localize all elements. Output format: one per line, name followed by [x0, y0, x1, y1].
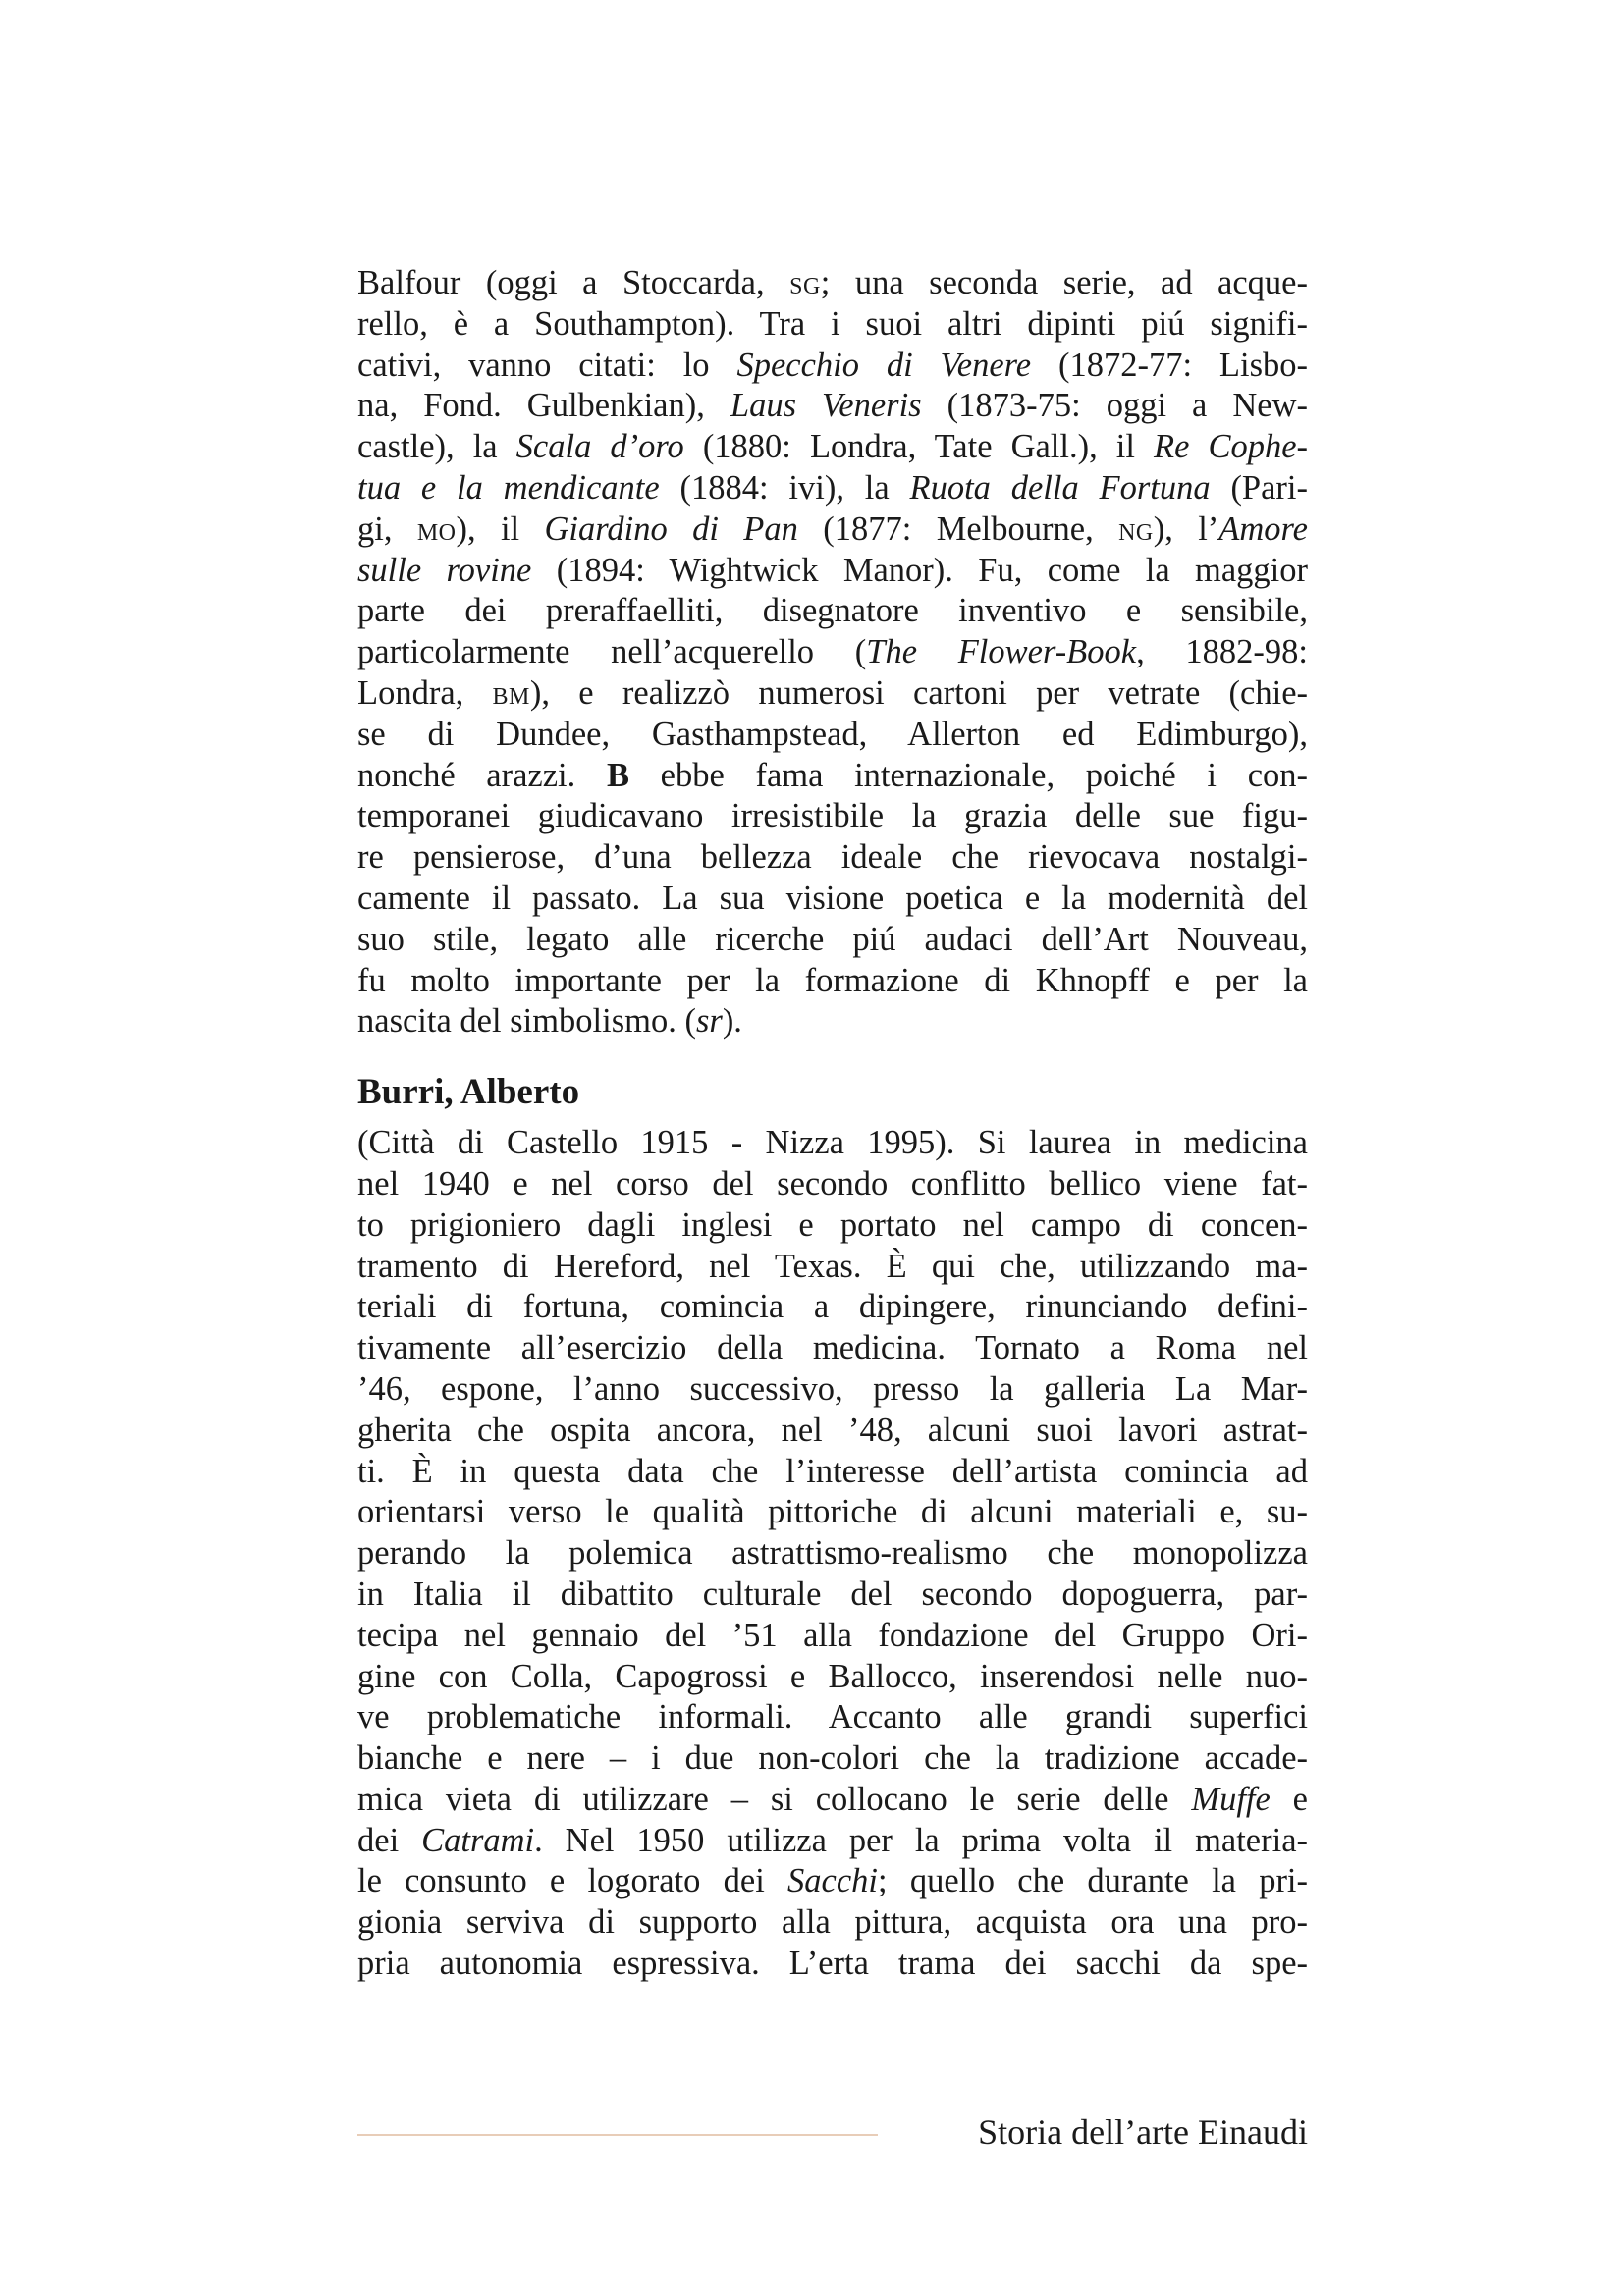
- text-line: tivamente all’esercizio della medicina. Tornato a Roma nel: [357, 1329, 1308, 1367]
- entry-continuation: [357, 263, 1308, 1042]
- text-line: nel 1940 e nel corso del secondo conflitto bellico viene fat-: [357, 1164, 1308, 1202]
- text-line: re pensierose, d’una bellezza ideale che rievocava nostalgi-: [357, 838, 1308, 877]
- text-line: particolarmente nell’acquerello (The Flower-Book, 1882-98:: [357, 633, 1308, 671]
- text-line: orientarsi verso le qualità pittoriche di alcuni materiali e, su-: [357, 1493, 1308, 1531]
- entry-heading: Burri, Alberto: [357, 1072, 580, 1113]
- text-line: gine con Colla, Capogrossi e Ballocco, inserendosi nelle nuo-: [357, 1657, 1308, 1695]
- text-line: gionia serviva di supporto alla pittura, acquista ora una pro-: [357, 1903, 1308, 1942]
- text-line: nascita del simbolismo. (sr).: [357, 1002, 742, 1041]
- text-line: se di Dundee, Gasthampstead, Allerton ed Edimburgo),: [357, 715, 1308, 753]
- text-line: tramento di Hereford, nel Texas. È qui che, utilizzando ma-: [357, 1247, 1308, 1285]
- footer-title: Storia dell’arte Einaudi: [978, 2112, 1308, 2152]
- text-line: ’46, espone, l’anno successivo, presso la galleria La Mar-: [357, 1369, 1308, 1408]
- text-line: in Italia il dibattito culturale del secondo dopoguerra, par-: [357, 1575, 1308, 1613]
- text-line: ti. È in questa data che l’interesse dell’artista comincia ad: [357, 1452, 1308, 1490]
- text-line: temporanei giudicavano irresistibile la grazia delle sue figu-: [357, 797, 1308, 835]
- text-line: bianche e nere – i due non-colori che la tradizione accade-: [357, 1739, 1308, 1778]
- text-line: parte dei preraffaelliti, disegnatore inventivo e sensibile,: [357, 592, 1308, 630]
- text-line: dei Catrami. Nel 1950 utilizza per la prima volta il materia-: [357, 1821, 1308, 1859]
- text-column: [357, 263, 1308, 1985]
- text-line: camente il passato. La sua visione poetica e la modernità del: [357, 879, 1308, 917]
- text-line: pria autonomia espressiva. L’erta trama dei sacchi da spe-: [357, 1945, 1308, 1983]
- text-line: Balfour (oggi a Stoccarda, sg; una seconda serie, ad acque-: [357, 264, 1308, 301]
- text-line: teriali di fortuna, comincia a dipingere, rinunciando defini-: [357, 1288, 1308, 1326]
- footer-rule: [357, 2134, 878, 2136]
- text-line: nonché arazzi. B ebbe fama internazionale, poiché i con-: [357, 756, 1308, 794]
- text-line: rello, è a Southampton). Tra i suoi altri dipinti piú signifi-: [357, 304, 1308, 343]
- text-line: to prigioniero dagli inglesi e portato nel campo di concen-: [357, 1205, 1308, 1244]
- text-line: tecipa nel gennaio del ’51 alla fondazione del Gruppo Ori-: [357, 1616, 1308, 1654]
- text-line: fu molto importante per la formazione di Khnopff e per la: [357, 961, 1308, 999]
- text-line: perando la polemica astrattismo-realismo che monopolizza: [357, 1534, 1308, 1573]
- text-line: castle), la Scala d’oro (1880: Londra, Tate Gall.), il Re Cophe-: [357, 428, 1308, 466]
- text-line: cativi, vanno citati: lo Specchio di Venere (1872-77: Lisbo-: [357, 346, 1308, 384]
- text-line: gherita che ospita ancora, nel ’48, alcuni suoi lavori astrat-: [357, 1411, 1308, 1449]
- text-line: na, Fond. Gulbenkian), Laus Veneris (1873-75: oggi a New-: [357, 387, 1308, 425]
- text-line: (Città di Castello 1915 - Nizza 1995). Si laurea in medicina: [357, 1124, 1308, 1162]
- entry-burri: [357, 1068, 1308, 1985]
- text-line: suo stile, legato alle ricerche piú audaci dell’Art Nouveau,: [357, 920, 1308, 958]
- text-line: sulle rovine (1894: Wightwick Manor). Fu, come la maggior: [357, 551, 1308, 589]
- text-line: le consunto e logorato dei Sacchi; quello che durante la pri-: [357, 1862, 1308, 1900]
- text-line: mica vieta di utilizzare – si collocano le serie delle Muffe e: [357, 1780, 1308, 1818]
- text-line: Londra, bm), e realizzò numerosi cartoni per vetrate (chie-: [357, 673, 1308, 712]
- text-line: ve problematiche informali. Accanto alle grandi superfici: [357, 1698, 1308, 1736]
- text-line: tua e la mendicante (1884: ivi), la Ruota della Fortuna (Pari-: [357, 468, 1308, 507]
- text-line: gi, mo), il Giardino di Pan (1877: Melbourne, ng), l’Amore: [357, 509, 1308, 548]
